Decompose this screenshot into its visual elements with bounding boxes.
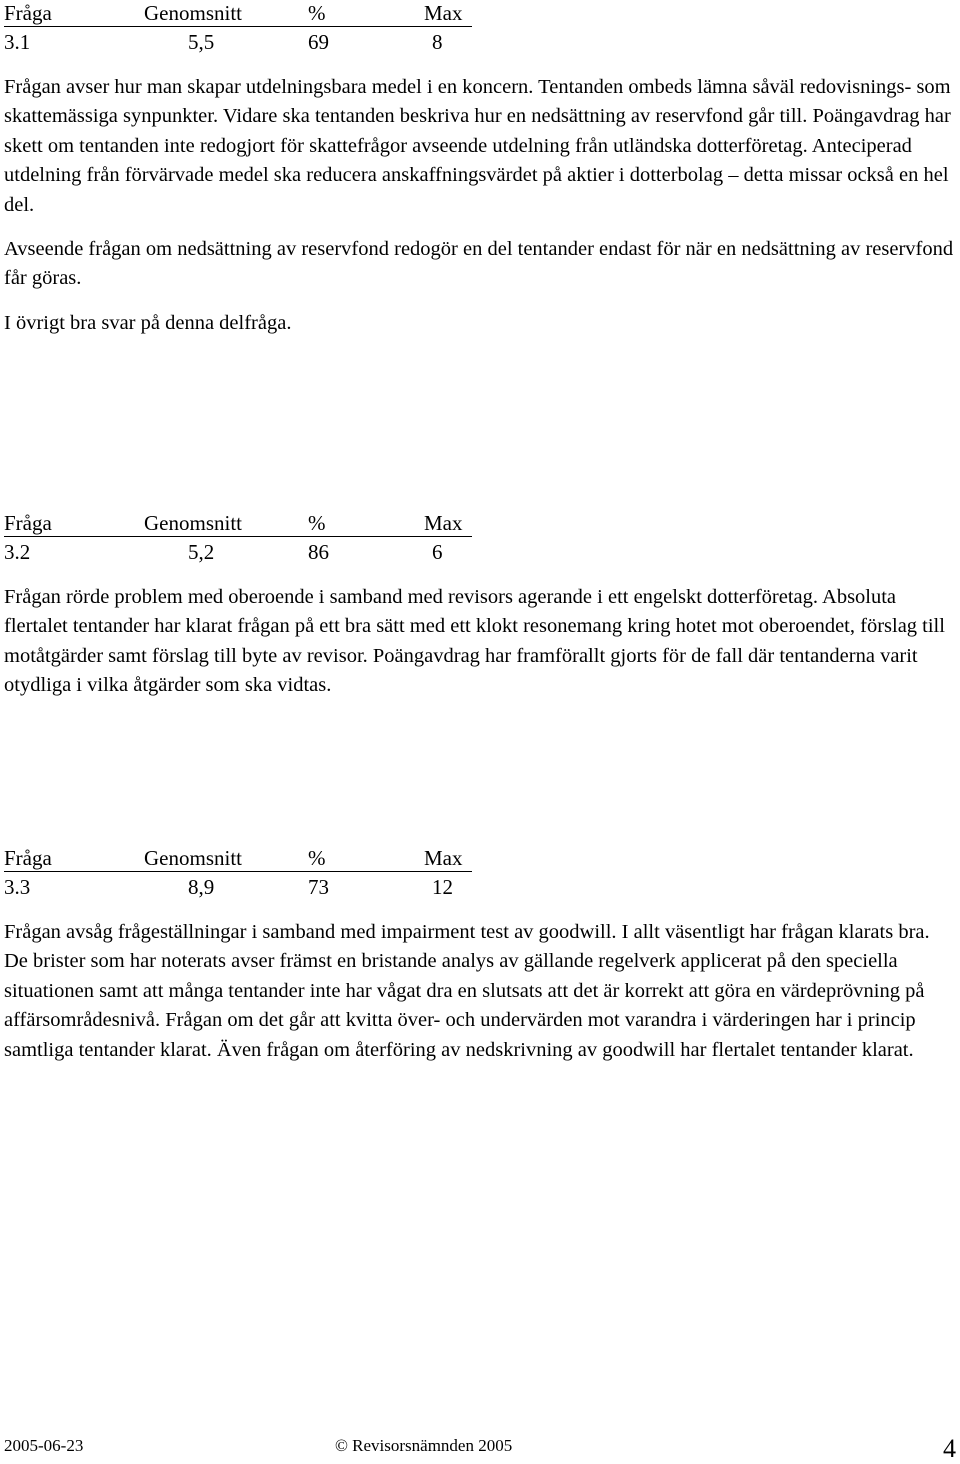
value-fraga: 3.2 bbox=[4, 540, 31, 564]
footer-date: 2005-06-23 bbox=[4, 1436, 84, 1455]
value-procent: 69 bbox=[308, 30, 329, 54]
value-max: 12 bbox=[432, 875, 453, 899]
page-footer bbox=[4, 1436, 956, 1462]
header-procent: % bbox=[308, 511, 326, 535]
footer-copyright: © Revisorsnämnden 2005 bbox=[335, 1436, 513, 1455]
value-genomsnitt: 5,5 bbox=[188, 30, 215, 54]
table-row bbox=[4, 27, 472, 57]
header-fraga: Fråga bbox=[4, 846, 52, 870]
header-procent: % bbox=[308, 846, 326, 870]
section-3-1 bbox=[4, 0, 954, 338]
section-3-3 bbox=[4, 845, 954, 1065]
table-header bbox=[4, 845, 472, 872]
page-number: 4 bbox=[943, 1434, 956, 1463]
table-header bbox=[4, 510, 472, 537]
value-genomsnitt: 8,9 bbox=[188, 875, 215, 899]
value-fraga: 3.3 bbox=[4, 875, 31, 899]
value-max: 8 bbox=[432, 30, 443, 54]
header-max: Max bbox=[424, 1, 463, 25]
paragraph: Frågan avsåg frågeställningar i samband med impairment test av goodwill. I allt väsentligt har frågan klarats bra. De brister som har noterats avser främst en bristande analys av gällande regelverk applicerat på den speciella situationen samt att många tentander inte har vågat dra en slutsats att det är korrekt att göra en värdeprövning på affärsområdesnivå. Frågan om det går att kvitta över- och undervärden mot varandra i värderingen har i princip samtliga tentander klarat. Även frågan om återföring av nedskrivning av goodwill har flertalet tentander klarat. bbox=[4, 921, 930, 1061]
header-genomsnitt: Genomsnitt bbox=[144, 1, 242, 25]
paragraph: Frågan rörde problem med oberoende i samband med revisors agerande i ett engelskt dotterföretag. Absoluta flertalet tentander har klarat frågan på ett bra sätt med ett klokt resonemang kring hotet mot oberoendet, förslag till motåtgärder samt förslag till byte av revisor. Poängavdrag har framförallt gjorts för de fall där tentanderna varit otydliga i vilka åtgärder som ska vidtas. bbox=[4, 586, 945, 697]
header-procent: % bbox=[308, 1, 326, 25]
header-genomsnitt: Genomsnitt bbox=[144, 846, 242, 870]
section-3-2 bbox=[4, 510, 954, 701]
paragraph: I övrigt bra svar på denna delfråga. bbox=[4, 311, 292, 334]
value-fraga: 3.1 bbox=[4, 30, 31, 54]
paragraph: Avseende frågan om nedsättning av reservfond redogör en del tentander endast för när en nedsättning av reservfond får göras. bbox=[4, 238, 954, 290]
value-genomsnitt: 5,2 bbox=[188, 540, 215, 564]
header-max: Max bbox=[424, 846, 463, 870]
header-fraga: Fråga bbox=[4, 511, 52, 535]
header-fraga: Fråga bbox=[4, 1, 52, 25]
table-row bbox=[4, 537, 472, 567]
value-procent: 86 bbox=[308, 540, 329, 564]
value-procent: 73 bbox=[308, 875, 329, 899]
table-row bbox=[4, 872, 472, 902]
value-max: 6 bbox=[432, 540, 443, 564]
table-header bbox=[4, 0, 472, 27]
paragraph: Frågan avser hur man skapar utdelningsbara medel i en koncern. Tentanden ombeds lämna såväl redovisnings- som skattemässiga synpunkter. Vidare ska tentanden beskriva hur en nedsättning av reservfond går till. Poängavdrag har skett om tentanden inte redogjort för skattefrågor avseende utdelning från utländska dotterföretag. Anteciperad utdelning från förvärvade medel ska reducera anskaffningsvärdet på aktier i dotterbolag – detta missar också en hel del. bbox=[4, 76, 951, 216]
header-genomsnitt: Genomsnitt bbox=[144, 511, 242, 535]
header-max: Max bbox=[424, 511, 463, 535]
